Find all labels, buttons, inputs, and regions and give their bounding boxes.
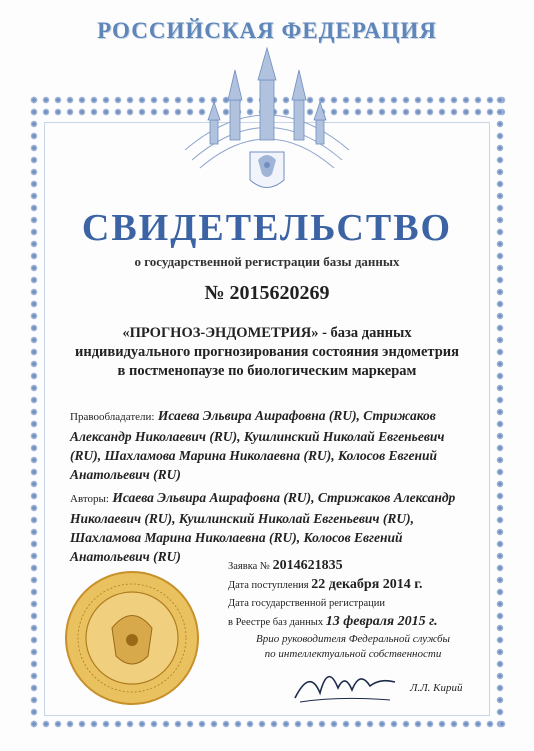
official-seal bbox=[62, 568, 202, 708]
registration-block bbox=[228, 557, 498, 632]
database-name bbox=[70, 324, 464, 381]
kremlin-emblem bbox=[180, 40, 354, 200]
signature-title-line: Врио руководителя Федеральной службы bbox=[256, 633, 450, 645]
registry-value: 13 февраля 2015 г. bbox=[325, 614, 438, 629]
database-name-line: в постменопаузе по биологическим маркерам bbox=[117, 363, 417, 379]
document-subtitle: о государственной регистрации базы данных bbox=[134, 254, 400, 269]
owners-label: Правообладатели: bbox=[70, 411, 155, 423]
database-name-line: индивидуального прогнозирования состояния эндометрия bbox=[75, 344, 459, 360]
owners-value: Исаева Эльвира Ашрафовна (RU), Стрижаков Александр Николаевич (RU), Кушлинский Николай Евгеньевич (RU), Шахламова Марина Николаевна (RU), Колосов Евгений Анатольевич (RU) bbox=[70, 408, 445, 482]
authors-block bbox=[70, 488, 470, 566]
authors-label: Авторы: bbox=[70, 493, 109, 505]
document-title: СВИДЕТЕЛЬСТВО bbox=[81, 207, 453, 249]
database-name-line: «ПРОГНОЗ-ЭНДОМЕТРИЯ» - база данных bbox=[122, 325, 412, 341]
double-headed-eagle-icon bbox=[250, 152, 284, 188]
application-value: 2014621835 bbox=[272, 558, 343, 573]
owners-block bbox=[70, 406, 470, 484]
ornament-border-left bbox=[28, 94, 40, 730]
header-russian-federation: РОССИЙСКАЯ ФЕДЕРАЦИЯ bbox=[97, 18, 437, 43]
ornament-border-right bbox=[494, 94, 506, 730]
certificate-number: № 2015620269 bbox=[204, 282, 330, 304]
registry-label: в Реестре баз данных bbox=[228, 617, 324, 628]
application-label: Заявка № bbox=[228, 561, 270, 572]
received-label: Дата поступления bbox=[228, 580, 309, 591]
handwritten-signature bbox=[290, 658, 400, 708]
state-registration-label: Дата государственной регистрации bbox=[228, 598, 385, 609]
signature-title-line: по интеллектуальной собственности bbox=[264, 648, 442, 660]
received-value: 22 декабря 2014 г. bbox=[311, 577, 423, 592]
authors-value: Исаева Эльвира Ашрафовна (RU), Стрижаков Александр Николаевич (RU), Кушлинский Николай Евгеньевич (RU), Шахламова Марина Николаевна (RU), Колосов Евгений Анатольевич (RU) bbox=[70, 490, 456, 564]
ornament-border-bottom bbox=[28, 718, 506, 730]
signer-name: Л.Л. Кирий bbox=[410, 682, 463, 694]
